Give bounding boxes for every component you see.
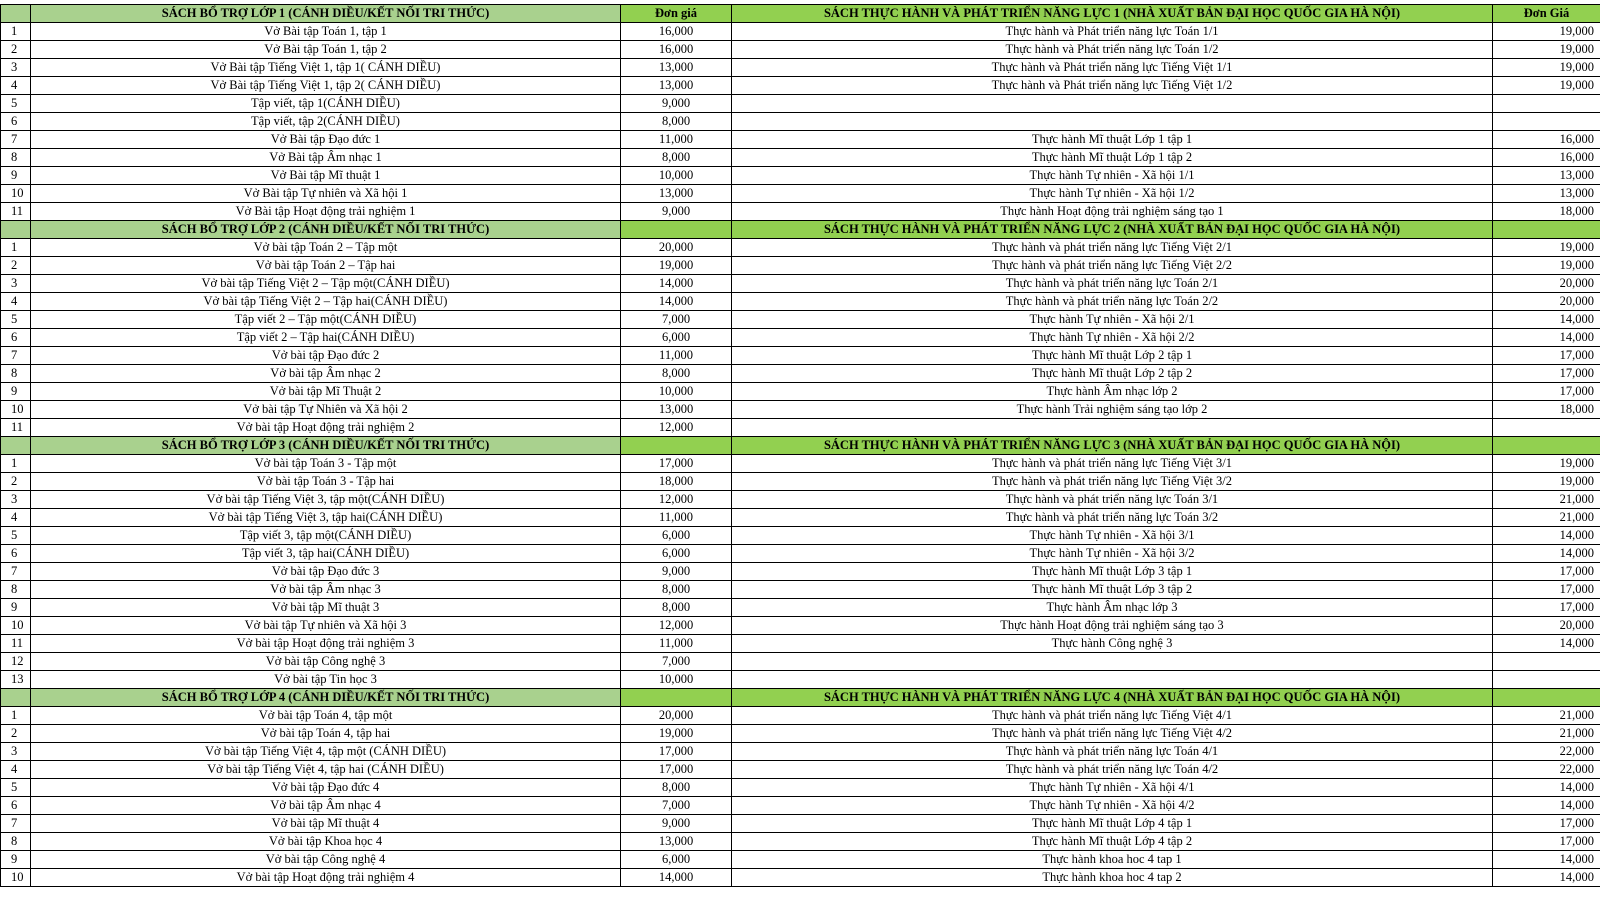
right-section-title[interactable]: SÁCH THỰC HÀNH VÀ PHÁT TRIỂN NĂNG LỰC 3 (NHÀ XUẤT BẢN ĐẠI HỌC QUỐC GIA HÀ NỘI): [732, 437, 1493, 455]
practice-book-price-cell[interactable]: 21,000: [1493, 725, 1600, 743]
practice-book-name-cell[interactable]: Thực hành khoa hoc 4 tap 2: [732, 869, 1493, 887]
book-name-cell[interactable]: Vở bài tập Tiếng Việt 3, tập một(CÁNH DIỀU): [31, 491, 621, 509]
book-price-cell[interactable]: 16,000: [621, 23, 732, 41]
table-row: [1, 293, 1600, 311]
book-price-cell[interactable]: 16,000: [621, 41, 732, 59]
practice-book-price-cell[interactable]: 14,000: [1493, 635, 1600, 653]
row-number-cell[interactable]: 7: [1, 347, 31, 365]
table-row: [1, 329, 1600, 347]
practice-book-price-cell[interactable]: 14,000: [1493, 869, 1600, 887]
book-price-cell[interactable]: 11,000: [621, 509, 732, 527]
table-row: [1, 527, 1600, 545]
right-price-header[interactable]: [1493, 437, 1600, 455]
left-price-header[interactable]: [621, 689, 732, 707]
section-header-row: [1, 5, 1600, 23]
book-name-cell[interactable]: Vở bài tập Toán 4, tập hai: [31, 725, 621, 743]
practice-book-name-cell[interactable]: Thực hành Tự nhiên - Xã hội 2/2: [732, 329, 1493, 347]
table-row: [1, 41, 1600, 59]
table-row: [1, 653, 1600, 671]
practice-book-name-cell[interactable]: [732, 419, 1493, 437]
row-number-cell[interactable]: 6: [1, 545, 31, 563]
right-section-title[interactable]: SÁCH THỰC HÀNH VÀ PHÁT TRIỂN NĂNG LỰC 1 (NHÀ XUẤT BẢN ĐẠI HỌC QUỐC GIA HÀ NỘI): [732, 5, 1493, 23]
practice-book-name-cell[interactable]: Thực hành Mĩ thuật Lớp 1 tập 2: [732, 149, 1493, 167]
book-price-cell[interactable]: 11,000: [621, 131, 732, 149]
practice-book-price-cell[interactable]: 14,000: [1493, 311, 1600, 329]
practice-book-name-cell[interactable]: Thực hành Công nghệ 3: [732, 635, 1493, 653]
table-row: [1, 671, 1600, 689]
practice-book-name-cell[interactable]: Thực hành và phát triển năng lực Tiếng Việt 4/1: [732, 707, 1493, 725]
book-name-cell[interactable]: Vở bài tập Tiếng Việt 2 – Tập hai(CÁNH DIỀU): [31, 293, 621, 311]
book-name-cell[interactable]: Vở bài tập Tự Nhiên và Xã hội 2: [31, 401, 621, 419]
book-name-cell[interactable]: Vở bài tập Tiếng Việt 2 – Tập một(CÁNH DIỀU): [31, 275, 621, 293]
table-row: [1, 473, 1600, 491]
price-table-body: [1, 5, 1600, 887]
book-price-cell[interactable]: 8,000: [621, 149, 732, 167]
table-row: [1, 59, 1600, 77]
table-row: [1, 599, 1600, 617]
practice-book-name-cell[interactable]: Thực hành Mĩ thuật Lớp 2 tập 1: [732, 347, 1493, 365]
header-blank-cell[interactable]: [1, 5, 31, 23]
header-blank-cell[interactable]: [1, 437, 31, 455]
row-number-cell[interactable]: 8: [1, 365, 31, 383]
practice-book-name-cell[interactable]: Thực hành Mĩ thuật Lớp 3 tập 1: [732, 563, 1493, 581]
book-name-cell[interactable]: Vở Bài tập Tiếng Việt 1, tập 1( CÁNH DIỀU): [31, 59, 621, 77]
practice-book-price-cell[interactable]: 19,000: [1493, 455, 1600, 473]
book-name-cell[interactable]: Vở bài tập Toán 3 - Tập một: [31, 455, 621, 473]
practice-book-price-cell[interactable]: 17,000: [1493, 563, 1600, 581]
practice-book-price-cell[interactable]: 14,000: [1493, 851, 1600, 869]
practice-book-price-cell[interactable]: 16,000: [1493, 131, 1600, 149]
section-header-row: [1, 689, 1600, 707]
book-price-cell[interactable]: 6,000: [621, 851, 732, 869]
row-number-cell[interactable]: 2: [1, 473, 31, 491]
practice-book-name-cell[interactable]: Thực hành Tự nhiên - Xã hội 1/2: [732, 185, 1493, 203]
practice-book-name-cell[interactable]: Thực hành và phát triển năng lực Tiếng Việt 2/2: [732, 257, 1493, 275]
practice-book-price-cell[interactable]: 20,000: [1493, 617, 1600, 635]
practice-book-name-cell[interactable]: Thực hành Mĩ thuật Lớp 2 tập 2: [732, 365, 1493, 383]
book-price-cell[interactable]: 13,000: [621, 401, 732, 419]
table-row: [1, 239, 1600, 257]
book-name-cell[interactable]: Vở Bài tập Mĩ thuật 1: [31, 167, 621, 185]
row-number-cell[interactable]: 10: [1, 401, 31, 419]
practice-book-price-cell[interactable]: 17,000: [1493, 833, 1600, 851]
practice-book-name-cell[interactable]: Thực hành và Phát triển năng lực Toán 1/2: [732, 41, 1493, 59]
book-name-cell[interactable]: Vở Bài tập Tự nhiên và Xã hội 1: [31, 185, 621, 203]
table-row: [1, 77, 1600, 95]
table-row: [1, 365, 1600, 383]
row-number-cell[interactable]: 7: [1, 131, 31, 149]
table-row: [1, 851, 1600, 869]
row-number-cell[interactable]: 5: [1, 311, 31, 329]
book-price-cell[interactable]: 6,000: [621, 527, 732, 545]
book-name-cell[interactable]: Vở bài tập Đạo đức 2: [31, 347, 621, 365]
practice-book-price-cell[interactable]: 19,000: [1493, 23, 1600, 41]
book-name-cell[interactable]: Vở Bài tập Tiếng Việt 1, tập 2( CÁNH DIỀU): [31, 77, 621, 95]
table-row: [1, 149, 1600, 167]
book-name-cell[interactable]: Vở bài tập Đạo đức 3: [31, 563, 621, 581]
practice-book-name-cell[interactable]: Thực hành và phát triển năng lực Toán 2/1: [732, 275, 1493, 293]
section-header-row: [1, 221, 1600, 239]
left-price-header[interactable]: Đơn giá: [621, 5, 732, 23]
book-name-cell[interactable]: Vở bài tập Công nghệ 4: [31, 851, 621, 869]
book-price-cell[interactable]: 10,000: [621, 167, 732, 185]
book-price-cell[interactable]: 13,000: [621, 77, 732, 95]
practice-book-price-cell[interactable]: 17,000: [1493, 599, 1600, 617]
row-number-cell[interactable]: 7: [1, 815, 31, 833]
table-row: [1, 707, 1600, 725]
price-sheet: [0, 4, 1600, 887]
book-name-cell[interactable]: Vở Bài tập Hoạt động trải nghiệm 1: [31, 203, 621, 221]
practice-book-name-cell[interactable]: Thực hành và phát triển năng lực Tiếng Việt 3/2: [732, 473, 1493, 491]
table-row: [1, 545, 1600, 563]
book-price-cell[interactable]: 9,000: [621, 815, 732, 833]
book-price-cell[interactable]: 20,000: [621, 707, 732, 725]
practice-book-price-cell[interactable]: 14,000: [1493, 779, 1600, 797]
book-name-cell[interactable]: Vở bài tập Mĩ thuật 3: [31, 599, 621, 617]
book-name-cell[interactable]: Vở bài tập Âm nhạc 3: [31, 581, 621, 599]
book-price-cell[interactable]: 7,000: [621, 311, 732, 329]
row-number-cell[interactable]: 3: [1, 59, 31, 77]
left-section-title[interactable]: SÁCH BỔ TRỢ LỚP 2 (CÁNH DIỀU/KẾT NỐI TRI THỨC): [31, 221, 621, 239]
table-row: [1, 635, 1600, 653]
table-row: [1, 869, 1600, 887]
practice-book-price-cell[interactable]: 14,000: [1493, 797, 1600, 815]
row-number-cell[interactable]: 9: [1, 851, 31, 869]
practice-book-name-cell[interactable]: [732, 113, 1493, 131]
practice-book-price-cell[interactable]: 13,000: [1493, 167, 1600, 185]
book-price-cell[interactable]: 10,000: [621, 671, 732, 689]
practice-book-name-cell[interactable]: [732, 95, 1493, 113]
book-name-cell[interactable]: Vở bài tập Hoạt động trải nghiệm 4: [31, 869, 621, 887]
practice-book-name-cell[interactable]: Thực hành và phát triển năng lực Tiếng Việt 3/1: [732, 455, 1493, 473]
table-row: [1, 509, 1600, 527]
practice-book-name-cell[interactable]: Thực hành Tự nhiên - Xã hội 3/2: [732, 545, 1493, 563]
table-row: [1, 725, 1600, 743]
row-number-cell[interactable]: 9: [1, 167, 31, 185]
book-price-cell[interactable]: 7,000: [621, 797, 732, 815]
section-header-row: [1, 437, 1600, 455]
practice-book-price-cell[interactable]: 14,000: [1493, 527, 1600, 545]
practice-book-price-cell[interactable]: 19,000: [1493, 239, 1600, 257]
book-price-cell[interactable]: 12,000: [621, 617, 732, 635]
book-name-cell[interactable]: Tập viết 2 – Tập một(CÁNH DIỀU): [31, 311, 621, 329]
header-blank-cell[interactable]: [1, 221, 31, 239]
book-name-cell[interactable]: Vở Bài tập Đạo đức 1: [31, 131, 621, 149]
practice-book-name-cell[interactable]: Thực hành Mĩ thuật Lớp 4 tập 2: [732, 833, 1493, 851]
book-price-cell[interactable]: 11,000: [621, 347, 732, 365]
practice-book-price-cell[interactable]: 19,000: [1493, 59, 1600, 77]
practice-book-name-cell[interactable]: Thực hành và Phát triển năng lực Tiếng Việt 1/2: [732, 77, 1493, 95]
row-number-cell[interactable]: 4: [1, 293, 31, 311]
book-price-cell[interactable]: 9,000: [621, 95, 732, 113]
table-row: [1, 185, 1600, 203]
book-price-cell[interactable]: 13,000: [621, 59, 732, 77]
book-name-cell[interactable]: Vở Bài tập Toán 1, tập 1: [31, 23, 621, 41]
row-number-cell[interactable]: 4: [1, 509, 31, 527]
row-number-cell[interactable]: 8: [1, 581, 31, 599]
book-price-cell[interactable]: 12,000: [621, 491, 732, 509]
practice-book-name-cell[interactable]: Thực hành và Phát triển năng lực Toán 1/1: [732, 23, 1493, 41]
row-number-cell[interactable]: 2: [1, 257, 31, 275]
book-name-cell[interactable]: Vở bài tập Âm nhạc 4: [31, 797, 621, 815]
book-name-cell[interactable]: Tập viết, tập 2(CÁNH DIỀU): [31, 113, 621, 131]
book-price-cell[interactable]: 17,000: [621, 743, 732, 761]
book-price-cell[interactable]: 12,000: [621, 419, 732, 437]
book-name-cell[interactable]: Vở bài tập Tự nhiên và Xã hội 3: [31, 617, 621, 635]
right-price-header[interactable]: [1493, 689, 1600, 707]
practice-book-price-cell[interactable]: 18,000: [1493, 401, 1600, 419]
table-row: [1, 563, 1600, 581]
row-number-cell[interactable]: 10: [1, 617, 31, 635]
practice-book-name-cell[interactable]: Thực hành Âm nhạc lớp 3: [732, 599, 1493, 617]
practice-book-price-cell[interactable]: [1493, 419, 1600, 437]
right-price-header[interactable]: [1493, 221, 1600, 239]
row-number-cell[interactable]: 6: [1, 797, 31, 815]
practice-book-name-cell[interactable]: Thực hành và phát triển năng lực Tiếng Việt 4/2: [732, 725, 1493, 743]
practice-book-price-cell[interactable]: 17,000: [1493, 347, 1600, 365]
row-number-cell[interactable]: 1: [1, 707, 31, 725]
book-name-cell[interactable]: Vở bài tập Khoa học 4: [31, 833, 621, 851]
row-number-cell[interactable]: 4: [1, 761, 31, 779]
book-price-cell[interactable]: 14,000: [621, 869, 732, 887]
book-name-cell[interactable]: Vở bài tập Toán 2 – Tập một: [31, 239, 621, 257]
practice-book-name-cell[interactable]: Thực hành Tự nhiên - Xã hội 3/1: [732, 527, 1493, 545]
book-name-cell[interactable]: Tập viết 3, tập hai(CÁNH DIỀU): [31, 545, 621, 563]
practice-book-name-cell[interactable]: [732, 653, 1493, 671]
book-name-cell[interactable]: Vở bài tập Tiếng Việt 4, tập một (CÁNH DIỀU): [31, 743, 621, 761]
book-name-cell[interactable]: Tập viết 3, tập một(CÁNH DIỀU): [31, 527, 621, 545]
table-row: [1, 815, 1600, 833]
practice-book-price-cell[interactable]: 16,000: [1493, 149, 1600, 167]
practice-book-price-cell[interactable]: 20,000: [1493, 275, 1600, 293]
book-name-cell[interactable]: Vở bài tập Đạo đức 4: [31, 779, 621, 797]
row-number-cell[interactable]: 13: [1, 671, 31, 689]
left-section-title[interactable]: SÁCH BỔ TRỢ LỚP 1 (CÁNH DIỀU/KẾT NỐI TRI THỨC): [31, 5, 621, 23]
book-name-cell[interactable]: Vở Bài tập Âm nhạc 1: [31, 149, 621, 167]
book-price-cell[interactable]: 9,000: [621, 563, 732, 581]
row-number-cell[interactable]: 1: [1, 239, 31, 257]
book-name-cell[interactable]: Vở bài tập Toán 3 - Tập hai: [31, 473, 621, 491]
practice-book-name-cell[interactable]: Thực hành và phát triển năng lực Toán 4/1: [732, 743, 1493, 761]
row-number-cell[interactable]: 8: [1, 833, 31, 851]
table-row: [1, 401, 1600, 419]
row-number-cell[interactable]: 12: [1, 653, 31, 671]
left-price-header[interactable]: [621, 221, 732, 239]
table-row: [1, 203, 1600, 221]
practice-book-name-cell[interactable]: Thực hành và phát triển năng lực Tiếng Việt 2/1: [732, 239, 1493, 257]
book-price-cell[interactable]: 9,000: [621, 203, 732, 221]
row-number-cell[interactable]: 1: [1, 23, 31, 41]
row-number-cell[interactable]: 6: [1, 113, 31, 131]
right-section-title[interactable]: SÁCH THỰC HÀNH VÀ PHÁT TRIỂN NĂNG LỰC 4 (NHÀ XUẤT BẢN ĐẠI HỌC QUỐC GIA HÀ NỘI): [732, 689, 1493, 707]
book-name-cell[interactable]: Vở bài tập Hoạt động trải nghiệm 3: [31, 635, 621, 653]
table-row: [1, 131, 1600, 149]
row-number-cell[interactable]: 5: [1, 95, 31, 113]
book-name-cell[interactable]: Vở Bài tập Toán 1, tập 2: [31, 41, 621, 59]
table-row: [1, 383, 1600, 401]
book-price-cell[interactable]: 7,000: [621, 653, 732, 671]
book-price-cell[interactable]: 11,000: [621, 635, 732, 653]
row-number-cell[interactable]: 9: [1, 599, 31, 617]
row-number-cell[interactable]: 10: [1, 185, 31, 203]
practice-book-price-cell[interactable]: 19,000: [1493, 473, 1600, 491]
left-section-title[interactable]: SÁCH BỔ TRỢ LỚP 3 (CÁNH DIỀU/KẾT NỐI TRI THỨC): [31, 437, 621, 455]
row-number-cell[interactable]: 4: [1, 77, 31, 95]
practice-book-name-cell[interactable]: Thực hành và phát triển năng lực Toán 3/2: [732, 509, 1493, 527]
practice-book-price-cell[interactable]: 17,000: [1493, 383, 1600, 401]
book-name-cell[interactable]: Vở bài tập Mĩ Thuật 2: [31, 383, 621, 401]
practice-book-name-cell[interactable]: Thực hành Trải nghiệm sáng tạo lớp 2: [732, 401, 1493, 419]
practice-book-price-cell[interactable]: [1493, 95, 1600, 113]
practice-book-name-cell[interactable]: Thực hành Âm nhạc lớp 2: [732, 383, 1493, 401]
table-row: [1, 617, 1600, 635]
left-section-title[interactable]: SÁCH BỔ TRỢ LỚP 4 (CÁNH DIỀU/KẾT NỐI TRI THỨC): [31, 689, 621, 707]
book-price-cell[interactable]: 14,000: [621, 275, 732, 293]
practice-book-name-cell[interactable]: Thực hành Tự nhiên - Xã hội 4/2: [732, 797, 1493, 815]
row-number-cell[interactable]: 3: [1, 491, 31, 509]
book-price-cell[interactable]: 8,000: [621, 599, 732, 617]
practice-book-price-cell[interactable]: 22,000: [1493, 761, 1600, 779]
book-price-cell[interactable]: 13,000: [621, 833, 732, 851]
book-name-cell[interactable]: Vở bài tập Mĩ thuật 4: [31, 815, 621, 833]
book-price-cell[interactable]: 6,000: [621, 329, 732, 347]
practice-book-price-cell[interactable]: [1493, 653, 1600, 671]
row-number-cell[interactable]: 2: [1, 41, 31, 59]
practice-book-price-cell[interactable]: 22,000: [1493, 743, 1600, 761]
book-name-cell[interactable]: Vở bài tập Tiếng Việt 3, tập hai(CÁNH DIỀU): [31, 509, 621, 527]
book-price-cell[interactable]: 8,000: [621, 779, 732, 797]
book-price-cell[interactable]: 13,000: [621, 185, 732, 203]
row-number-cell[interactable]: 10: [1, 869, 31, 887]
practice-book-price-cell[interactable]: 18,000: [1493, 203, 1600, 221]
practice-book-name-cell[interactable]: Thực hành Mĩ thuật Lớp 3 tập 2: [732, 581, 1493, 599]
right-price-header[interactable]: Đơn Giá: [1493, 5, 1600, 23]
book-name-cell[interactable]: Vở bài tập Hoạt động trải nghiệm 2: [31, 419, 621, 437]
practice-book-name-cell[interactable]: Thực hành và phát triển năng lực Toán 4/2: [732, 761, 1493, 779]
book-price-cell[interactable]: 8,000: [621, 113, 732, 131]
table-row: [1, 797, 1600, 815]
price-table: [0, 4, 1600, 887]
practice-book-price-cell[interactable]: 21,000: [1493, 509, 1600, 527]
practice-book-price-cell[interactable]: 17,000: [1493, 815, 1600, 833]
practice-book-price-cell[interactable]: [1493, 113, 1600, 131]
row-number-cell[interactable]: 11: [1, 203, 31, 221]
table-row: [1, 581, 1600, 599]
book-price-cell[interactable]: 18,000: [621, 473, 732, 491]
practice-book-name-cell[interactable]: [732, 671, 1493, 689]
table-row: [1, 779, 1600, 797]
row-number-cell[interactable]: 5: [1, 527, 31, 545]
table-row: [1, 167, 1600, 185]
table-row: [1, 347, 1600, 365]
practice-book-name-cell[interactable]: Thực hành Hoạt động trải nghiệm sáng tạo 1: [732, 203, 1493, 221]
practice-book-name-cell[interactable]: Thực hành Tự nhiên - Xã hội 1/1: [732, 167, 1493, 185]
header-blank-cell[interactable]: [1, 689, 31, 707]
practice-book-price-cell[interactable]: 19,000: [1493, 77, 1600, 95]
row-number-cell[interactable]: 11: [1, 635, 31, 653]
practice-book-price-cell[interactable]: 14,000: [1493, 545, 1600, 563]
row-number-cell[interactable]: 9: [1, 383, 31, 401]
table-row: [1, 113, 1600, 131]
table-row: [1, 743, 1600, 761]
book-price-cell[interactable]: 19,000: [621, 257, 732, 275]
book-price-cell[interactable]: 19,000: [621, 725, 732, 743]
table-row: [1, 833, 1600, 851]
practice-book-name-cell[interactable]: Thực hành và phát triển năng lực Toán 3/1: [732, 491, 1493, 509]
practice-book-name-cell[interactable]: Thực hành Mĩ thuật Lớp 1 tập 1: [732, 131, 1493, 149]
right-section-title[interactable]: SÁCH THỰC HÀNH VÀ PHÁT TRIỂN NĂNG LỰC 2 (NHÀ XUẤT BẢN ĐẠI HỌC QUỐC GIA HÀ NỘI): [732, 221, 1493, 239]
row-number-cell[interactable]: 8: [1, 149, 31, 167]
table-row: [1, 23, 1600, 41]
table-row: [1, 455, 1600, 473]
book-price-cell[interactable]: 20,000: [621, 239, 732, 257]
practice-book-price-cell[interactable]: 17,000: [1493, 365, 1600, 383]
book-name-cell[interactable]: Vở bài tập Công nghệ 3: [31, 653, 621, 671]
table-row: [1, 419, 1600, 437]
book-name-cell[interactable]: Vở bài tập Toán 4, tập một: [31, 707, 621, 725]
book-price-cell[interactable]: 6,000: [621, 545, 732, 563]
practice-book-name-cell[interactable]: Thực hành Tự nhiên - Xã hội 4/1: [732, 779, 1493, 797]
book-price-cell[interactable]: 8,000: [621, 581, 732, 599]
practice-book-name-cell[interactable]: Thực hành và Phát triển năng lực Tiếng Việt 1/1: [732, 59, 1493, 77]
book-name-cell[interactable]: Vở bài tập Âm nhạc 2: [31, 365, 621, 383]
book-price-cell[interactable]: 17,000: [621, 761, 732, 779]
row-number-cell[interactable]: 6: [1, 329, 31, 347]
practice-book-name-cell[interactable]: Thực hành và phát triển năng lực Toán 2/2: [732, 293, 1493, 311]
book-price-cell[interactable]: 14,000: [621, 293, 732, 311]
book-name-cell[interactable]: Vở bài tập Tiếng Việt 4, tập hai (CÁNH DIỀU): [31, 761, 621, 779]
practice-book-price-cell[interactable]: 19,000: [1493, 257, 1600, 275]
book-price-cell[interactable]: 10,000: [621, 383, 732, 401]
row-number-cell[interactable]: 2: [1, 725, 31, 743]
practice-book-name-cell[interactable]: Thực hành Hoạt động trải nghiệm sáng tạo 3: [732, 617, 1493, 635]
row-number-cell[interactable]: 3: [1, 275, 31, 293]
practice-book-price-cell[interactable]: 17,000: [1493, 581, 1600, 599]
row-number-cell[interactable]: 11: [1, 419, 31, 437]
table-row: [1, 257, 1600, 275]
row-number-cell[interactable]: 3: [1, 743, 31, 761]
practice-book-price-cell[interactable]: 14,000: [1493, 329, 1600, 347]
practice-book-price-cell[interactable]: 21,000: [1493, 707, 1600, 725]
table-row: [1, 491, 1600, 509]
practice-book-price-cell[interactable]: 20,000: [1493, 293, 1600, 311]
table-row: [1, 95, 1600, 113]
book-price-cell[interactable]: 17,000: [621, 455, 732, 473]
book-price-cell[interactable]: 8,000: [621, 365, 732, 383]
left-price-header[interactable]: [621, 437, 732, 455]
practice-book-name-cell[interactable]: Thực hành Mĩ thuật Lớp 4 tập 1: [732, 815, 1493, 833]
book-name-cell[interactable]: Vở bài tập Toán 2 – Tập hai: [31, 257, 621, 275]
practice-book-price-cell[interactable]: 19,000: [1493, 41, 1600, 59]
row-number-cell[interactable]: 7: [1, 563, 31, 581]
practice-book-price-cell[interactable]: [1493, 671, 1600, 689]
row-number-cell[interactable]: 1: [1, 455, 31, 473]
table-row: [1, 311, 1600, 329]
practice-book-price-cell[interactable]: 13,000: [1493, 185, 1600, 203]
book-name-cell[interactable]: Tập viết, tập 1(CÁNH DIỀU): [31, 95, 621, 113]
book-name-cell[interactable]: Vở bài tập Tin học 3: [31, 671, 621, 689]
practice-book-name-cell[interactable]: Thực hành Tự nhiên - Xã hội 2/1: [732, 311, 1493, 329]
practice-book-price-cell[interactable]: 21,000: [1493, 491, 1600, 509]
book-name-cell[interactable]: Tập viết 2 – Tập hai(CÁNH DIỀU): [31, 329, 621, 347]
row-number-cell[interactable]: 5: [1, 779, 31, 797]
table-row: [1, 275, 1600, 293]
practice-book-name-cell[interactable]: Thực hành khoa hoc 4 tap 1: [732, 851, 1493, 869]
table-row: [1, 761, 1600, 779]
